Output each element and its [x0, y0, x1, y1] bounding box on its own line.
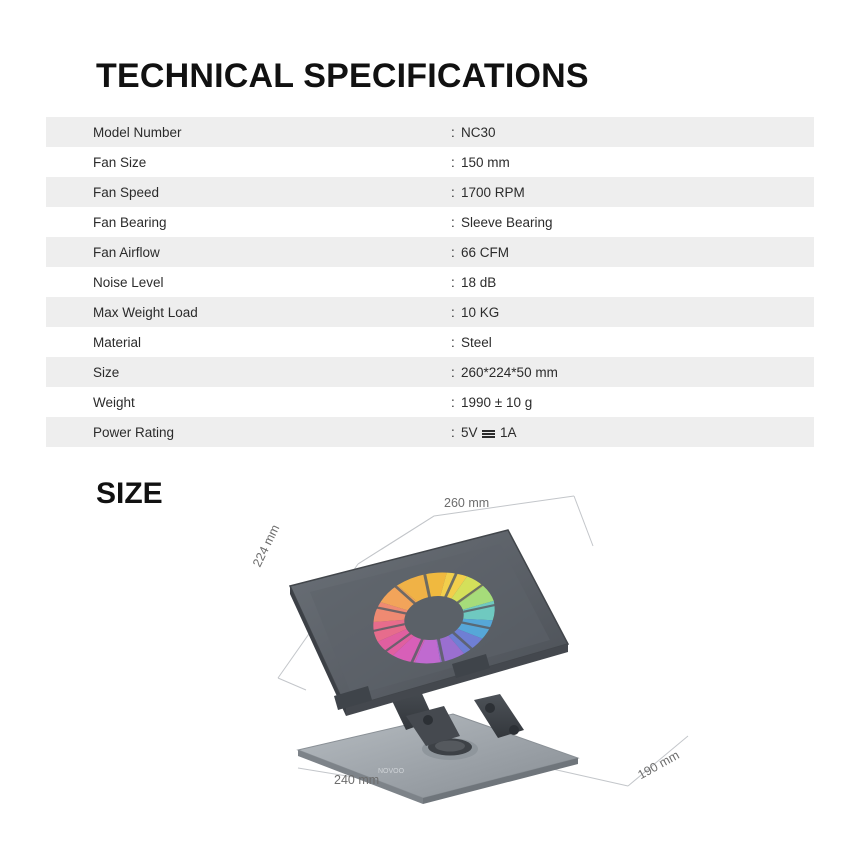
separator-colon: : [451, 214, 455, 230]
separator-colon: : [451, 394, 455, 410]
size-section-title: SIZE [96, 477, 163, 510]
product-illustration [238, 468, 798, 818]
dimension-label-height-side: 224 mm [250, 522, 283, 570]
spec-value [451, 357, 814, 387]
separator-colon: : [451, 154, 455, 170]
spec-value-text: Steel [461, 334, 492, 350]
spec-value [451, 237, 814, 267]
spec-value-text: 18 dB [461, 274, 497, 290]
spec-value-text: 1700 RPM [461, 184, 525, 200]
spec-value-text: NC30 [461, 124, 496, 140]
spec-value-text: Sleeve Bearing [461, 214, 553, 230]
spec-label: Power Rating [93, 424, 175, 440]
table-row [46, 147, 814, 177]
spec-value-text: 66 CFM [461, 244, 510, 260]
spec-label: Material [93, 334, 142, 350]
cooling-panel [290, 530, 568, 716]
table-row [46, 207, 814, 237]
spec-value-text: 10 KG [461, 304, 500, 320]
dimension-label-base-depth: 190 mm [635, 747, 682, 783]
spec-value [451, 177, 814, 207]
separator-colon: : [451, 184, 455, 200]
spec-label: Fan Bearing [93, 214, 167, 230]
spec-value-text: 260*224*50 mm [461, 364, 558, 380]
table-row [46, 177, 814, 207]
spec-label: Fan Airflow [93, 244, 160, 260]
spec-label: Model Number [93, 124, 182, 140]
separator-colon: : [451, 304, 455, 320]
current-value: 1A [500, 424, 517, 440]
separator-colon: : [451, 334, 455, 350]
specifications-table [46, 117, 814, 447]
dimension-label-width-top: 260 mm [444, 496, 490, 510]
table-row [46, 297, 814, 327]
table-row [46, 417, 814, 447]
spec-value [451, 147, 814, 177]
voltage-value: 5V [461, 424, 478, 440]
separator-colon: : [451, 424, 455, 440]
spec-label: Weight [93, 394, 135, 410]
spec-value [451, 207, 814, 237]
dc-current-icon [482, 428, 495, 438]
spec-value [451, 117, 814, 147]
spec-value [451, 267, 814, 297]
spec-label: Fan Size [93, 154, 147, 170]
spec-value-text: 150 mm [461, 154, 510, 170]
spec-value [451, 387, 814, 417]
spec-label: Fan Speed [93, 184, 160, 200]
table-row [46, 327, 814, 357]
page-title: TECHNICAL SPECIFICATIONS [96, 57, 589, 95]
table-row [46, 357, 814, 387]
table-row [46, 237, 814, 267]
separator-colon: : [451, 244, 455, 260]
spec-label: Size [93, 364, 120, 380]
separator-colon: : [451, 274, 455, 290]
dimension-label-base-width: 240 mm [334, 773, 380, 787]
separator-colon: : [451, 124, 455, 140]
stand-diagram-svg [238, 468, 798, 818]
spec-value [451, 417, 814, 447]
spec-value [451, 297, 814, 327]
table-row [46, 117, 814, 147]
spec-value [451, 327, 814, 357]
spec-label: Max Weight Load [93, 304, 198, 320]
table-row [46, 267, 814, 297]
separator-colon: : [451, 364, 455, 380]
spec-value-text: 1990 ± 10 g [461, 394, 533, 410]
svg-text:NOVOO: NOVOO [378, 768, 405, 775]
spec-label: Noise Level [93, 274, 164, 290]
table-row [46, 387, 814, 417]
